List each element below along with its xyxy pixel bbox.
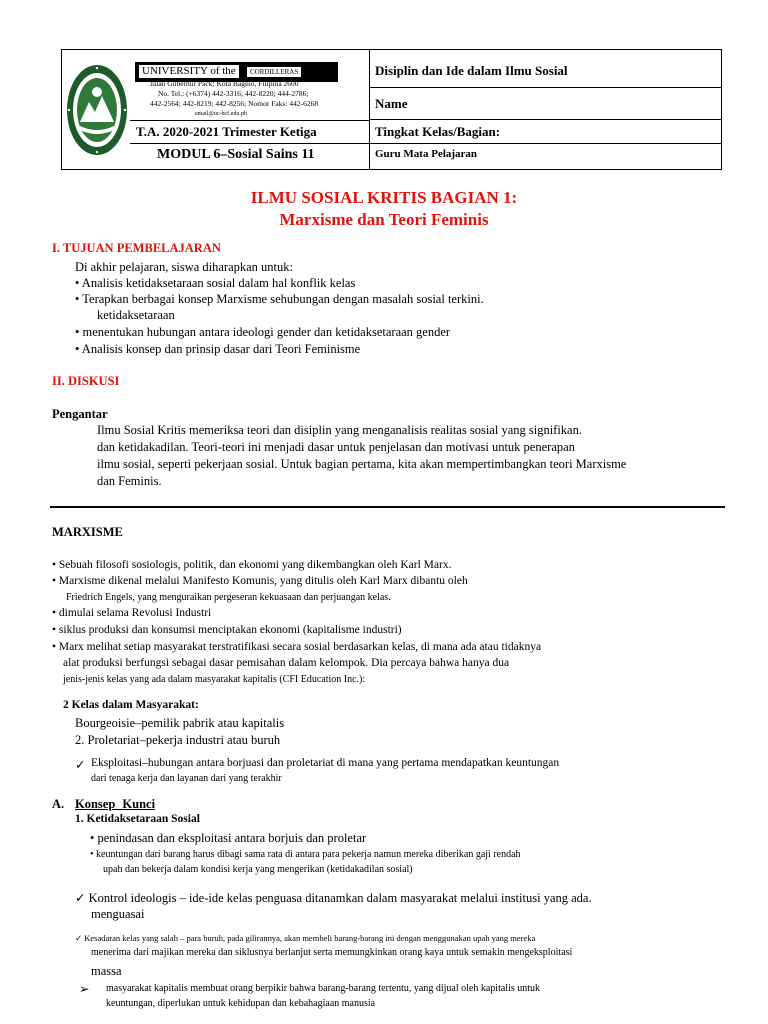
module-title: MODUL 6–Sosial Sains 11 bbox=[157, 147, 315, 162]
objective-item: • Terapkan berbagai konsep Marxisme sehubungan dengan masalah sosial terkini. bbox=[75, 292, 484, 306]
objective-item: • Analisis ketidaksetaraan sosial dalam hal konflik kelas bbox=[75, 276, 356, 290]
false-consciousness: menerima dari majikan mereka dan siklusnya berlanjut serta memungkinkan orang kaya untuk semakin mengeksploitasi bbox=[91, 947, 573, 958]
marxisme-bullet: alat produksi berfungsi sebagai dasar pemisahan dalam kelompok. Dia percaya bahwa hanya dua bbox=[63, 657, 510, 669]
header-rule bbox=[369, 87, 721, 88]
false-consciousness: ✓ Kesadaran kelas yang salah – para buruh, pada gilirannya, akan membeli barang-barang ini dengan menggunakan upah yang mereka bbox=[75, 933, 536, 943]
university-name-a: UNIVERSITY of the bbox=[139, 65, 239, 78]
capitalist-society-line: masyarakat kapitalis membuat orang berpikir bahwa barang-barang tertentu, yang dijual oleh kapitalis untuk bbox=[106, 983, 541, 994]
email-line: email@uc-bcf.edu.ph bbox=[195, 111, 247, 117]
university-seal-logo bbox=[66, 64, 128, 156]
address-line: 442-2564; 442-8219; 442-8256; Nomor Faks: 442-6268 bbox=[150, 99, 319, 108]
header-rule bbox=[130, 143, 369, 144]
header-table bbox=[61, 49, 722, 170]
section-heading: I. TUJUAN PEMBELAJARAN bbox=[52, 241, 221, 255]
concept-bullet: • keuntungan dari barang harus dibagi sama rata di antara para pekerja namun mereka diberikan gaji rendah bbox=[90, 849, 521, 860]
header-divider bbox=[369, 50, 370, 169]
marxisme-bullet: • siklus produksi dan konsumsi menciptakan ekonomi (kapitalisme industri) bbox=[52, 624, 402, 636]
section-divider bbox=[50, 506, 725, 508]
marxisme-bullet: • Sebuah filosofi sosiologis, politik, dan ekonomi yang dikembangkan oleh Karl Marx. bbox=[52, 559, 452, 571]
intro-paragraph-line: dan Feminis. bbox=[97, 474, 162, 488]
objective-item: ketidaksetaraan bbox=[97, 308, 175, 322]
intro-subheading: Pengantar bbox=[52, 407, 108, 421]
concepts-heading-prefix: A. bbox=[52, 797, 65, 811]
grade-label: Tingkat Kelas/Bagian: bbox=[375, 124, 501, 139]
class-item: Bourgeoisie–pemilik pabrik atau kapitalis bbox=[75, 716, 285, 730]
header-rule bbox=[130, 120, 369, 121]
header-rule bbox=[369, 143, 721, 144]
marxisme-bullet: • dimulai selama Revolusi Industri bbox=[52, 607, 212, 619]
arrow-bullet-icon: ➢ bbox=[79, 981, 90, 996]
name-label: Name bbox=[375, 96, 408, 111]
concept-bullet: upah dan bekerja dalam kondisi kerja yang mengerikan (ketidakadilan sosial) bbox=[103, 864, 413, 875]
university-name-b: CORDILLERAS bbox=[247, 67, 301, 77]
marxisme-bullet: jenis-jenis kelas yang ada dalam masyarakat kapitalis (CFI Education Inc.): bbox=[63, 674, 366, 685]
marxisme-bullet: Friedrich Engels, yang menguraikan pergeseran kekuasaan dan perjuangan kelas. bbox=[66, 592, 391, 603]
check-icon: ✓ bbox=[75, 757, 86, 772]
intro-paragraph-line: Ilmu Sosial Kritis memeriksa teori dan disiplin yang menganalisis realitas sosial yang signifikan. bbox=[97, 423, 582, 437]
ideological-control: menguasai bbox=[91, 907, 145, 921]
academic-year: T.A. 2020-2021 Trimester Ketiga bbox=[136, 124, 317, 139]
concept-bullet: • penindasan dan eksploitasi antara borjuis dan proletar bbox=[90, 831, 367, 845]
exploitation-line: Eksploitasi–hubungan antara borjuasi dan proletariat di mana yang pertama mendapatkan keuntungan bbox=[91, 757, 560, 769]
exploitation-line: dari tenaga kerja dan layanan dari yang terakhir bbox=[91, 773, 282, 784]
objective-item: • Analisis konsep dan prinsip dasar dari Teori Feminisme bbox=[75, 342, 361, 356]
ideological-control: ✓ Kontrol ideologis – ide-ide kelas penguasa ditanamkan dalam masyarakat melalui institusi yang ada. bbox=[75, 891, 592, 905]
page-title: ILMU SOSIAL KRITIS BAGIAN 1: bbox=[250, 188, 518, 207]
class-item: 2. Proletariat–pekerja industri atau buruh bbox=[75, 733, 281, 747]
objectives-intro: Di akhir pelajaran, siswa diharapkan untuk: bbox=[75, 260, 293, 274]
capitalist-society-line: keuntungan, diperlukan untuk kehidupan dan kebahagiaan manusia bbox=[106, 998, 376, 1009]
concept-subheading: 1. Ketidaksetaraan Sosial bbox=[75, 813, 200, 825]
concepts-heading: Konsep Kunci bbox=[75, 797, 156, 811]
address-line: No. Tel.: (+6374) 442-3316; 442-8220; 444-2786; bbox=[158, 89, 309, 98]
address-line: Jalan Gubernur Pack; Kota Baguio, Filipina 2600 bbox=[150, 79, 299, 88]
classes-heading: 2 Kelas dalam Masyarakat: bbox=[63, 699, 199, 711]
page-subtitle: Marxisme dan Teori Feminis bbox=[279, 210, 489, 229]
header-rule bbox=[369, 119, 721, 120]
marxisme-bullet: • Marx melihat setiap masyarakat terstratifikasi secara sosial berdasarkan kelas, di mana ada atau tidaknya bbox=[52, 641, 542, 653]
intro-paragraph-line: dan ketidakadilan. Teori-teori ini menjadi dasar untuk penjelasan dan motivasi untuk penerapan bbox=[97, 440, 575, 454]
objective-item: • menentukan hubungan antara ideologi gender dan ketidaksetaraan gender bbox=[75, 325, 451, 339]
subject-title: Disiplin dan Ide dalam Ilmu Sosial bbox=[375, 63, 568, 78]
marxisme-heading: MARXISME bbox=[52, 525, 123, 539]
false-consciousness: massa bbox=[91, 964, 122, 978]
teacher-label: Guru Mata Pelajaran bbox=[375, 148, 478, 160]
marxisme-bullet: • Marxisme dikenal melalui Manifesto Komunis, yang ditulis oleh Karl Marx dibantu oleh bbox=[52, 575, 468, 587]
section-heading: II. DISKUSI bbox=[52, 374, 120, 388]
intro-paragraph-line: ilmu sosial, seperti pekerjaan sosial. Untuk bagian pertama, kita akan mempertimbangkan teori Marxisme bbox=[97, 457, 627, 471]
